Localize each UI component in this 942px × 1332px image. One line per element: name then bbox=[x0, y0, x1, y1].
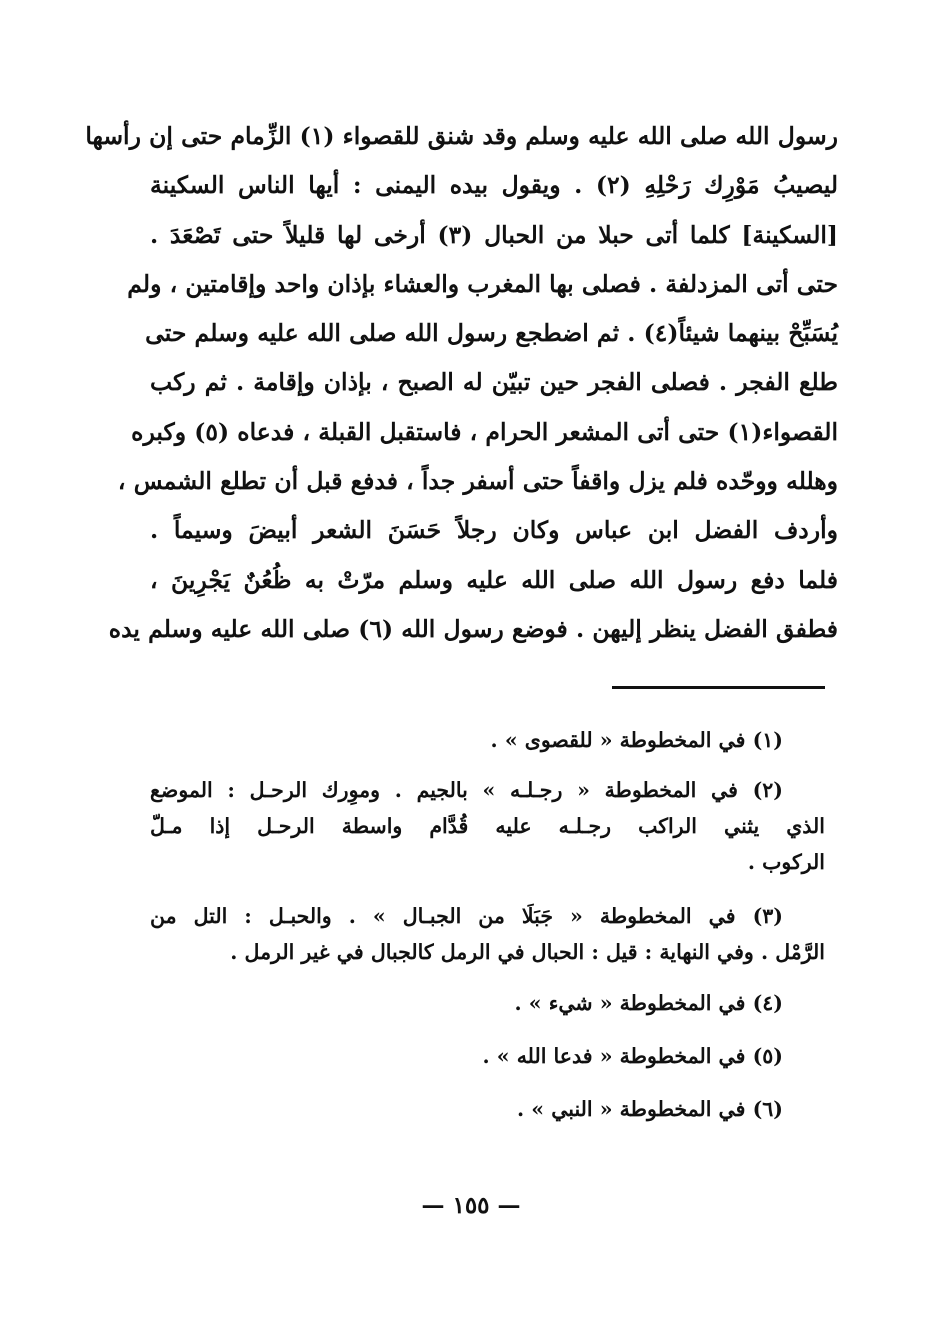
main-text-line: حتى أتى المزدلفة . فصلى بها المغرب والعشاء بإذان واحد وإقامتين ، ولم bbox=[127, 269, 838, 298]
footnote-3 bbox=[150, 898, 825, 970]
main-text-line: ليصيبُ مَوْرِك رَحْلِهِ (٢) . ويقول بيده اليمنى : أيها الناس السكينة bbox=[150, 171, 838, 200]
main-text-line: [السكينة] كلما أتى حبلا من الحبال (٣) أرخى لها قليلاً حتى تَصْعَدَ . bbox=[150, 220, 838, 249]
footnote-5 bbox=[150, 1038, 825, 1074]
footnotes-block bbox=[150, 722, 825, 1127]
footnote-line: الركوب . bbox=[747, 850, 825, 874]
main-text-line: القصواء(١) حتى أتى المشعر الحرام ، فاستقبل القبلة ، فدعاه (٥) وكبره bbox=[131, 417, 838, 446]
footnote-line: (٢) في المخطوطة « رجـلـه » بالجيم . وموِرك الرحـل : الموضع bbox=[150, 778, 783, 802]
main-text-line: فلما دفع رسول الله صلى الله عليه وسلم مرّتْ به ظُعُنٌ يَجْرِينَ ، bbox=[150, 565, 838, 594]
footnote-separator bbox=[612, 686, 825, 689]
main-text-line: وأردف الفضل ابن عباس وكان رجلاً حَسَنَ الشعر أبيضَ وسيماً . bbox=[150, 516, 838, 545]
footnote-line: الرَّمْل . وفي النهاية : قيل : الحبال في الرمل كالجبال في غير الرمل . bbox=[230, 940, 825, 964]
main-text-line: فطفق الفضل ينظر إليهن . فوضع رسول الله (٦) صلى الله عليه وسلم يده bbox=[108, 614, 838, 643]
footnote-line: الذي يثني الراكب رجـلـه عليه قُدَّام واسطة الرحـل إذا مـلّ bbox=[150, 814, 825, 838]
main-text-line: وهلله ووحّده فلم يزل واقفاً حتى أسفر جداً ، فدفع قبل أن تطلع الشمس ، bbox=[117, 467, 838, 496]
main-text-line: رسول الله صلى الله عليه وسلم وقد شنق للقصواء (١) الزِّمام حتى إن رأسها bbox=[85, 122, 838, 150]
main-text-line: يُسَبِّحْ بينهما شيئاً(٤) . ثم اضطجع رسول الله صلى الله عليه وسلم حتى bbox=[145, 319, 838, 348]
footnote-4 bbox=[150, 985, 825, 1021]
footnote-line: (٤) في المخطوطة « شيء » . bbox=[514, 991, 783, 1015]
main-text-line: طلع الفجر . فصلى الفجر حين تبيّن له الصبح ، بإذان وإقامة . ثم ركب bbox=[150, 368, 838, 397]
footnote-line: (٣) في المخطوطة « جَبَلَا من الجبـال » . والحبـل : التل من bbox=[150, 904, 783, 928]
footnote-line: (١) في المخطوطة « للقصوى » . bbox=[490, 728, 783, 752]
main-text-block bbox=[85, 112, 838, 654]
footnote-line: (٦) في المخطوطة « النبي » . bbox=[516, 1097, 783, 1121]
footnote-1 bbox=[150, 722, 825, 758]
footnote-2 bbox=[150, 772, 825, 880]
footnote-6 bbox=[150, 1091, 825, 1127]
footnote-line: (٥) في المخطوطة « فدعا الله » . bbox=[482, 1044, 783, 1068]
page-number: — ١٥٥ — bbox=[421, 1192, 521, 1219]
